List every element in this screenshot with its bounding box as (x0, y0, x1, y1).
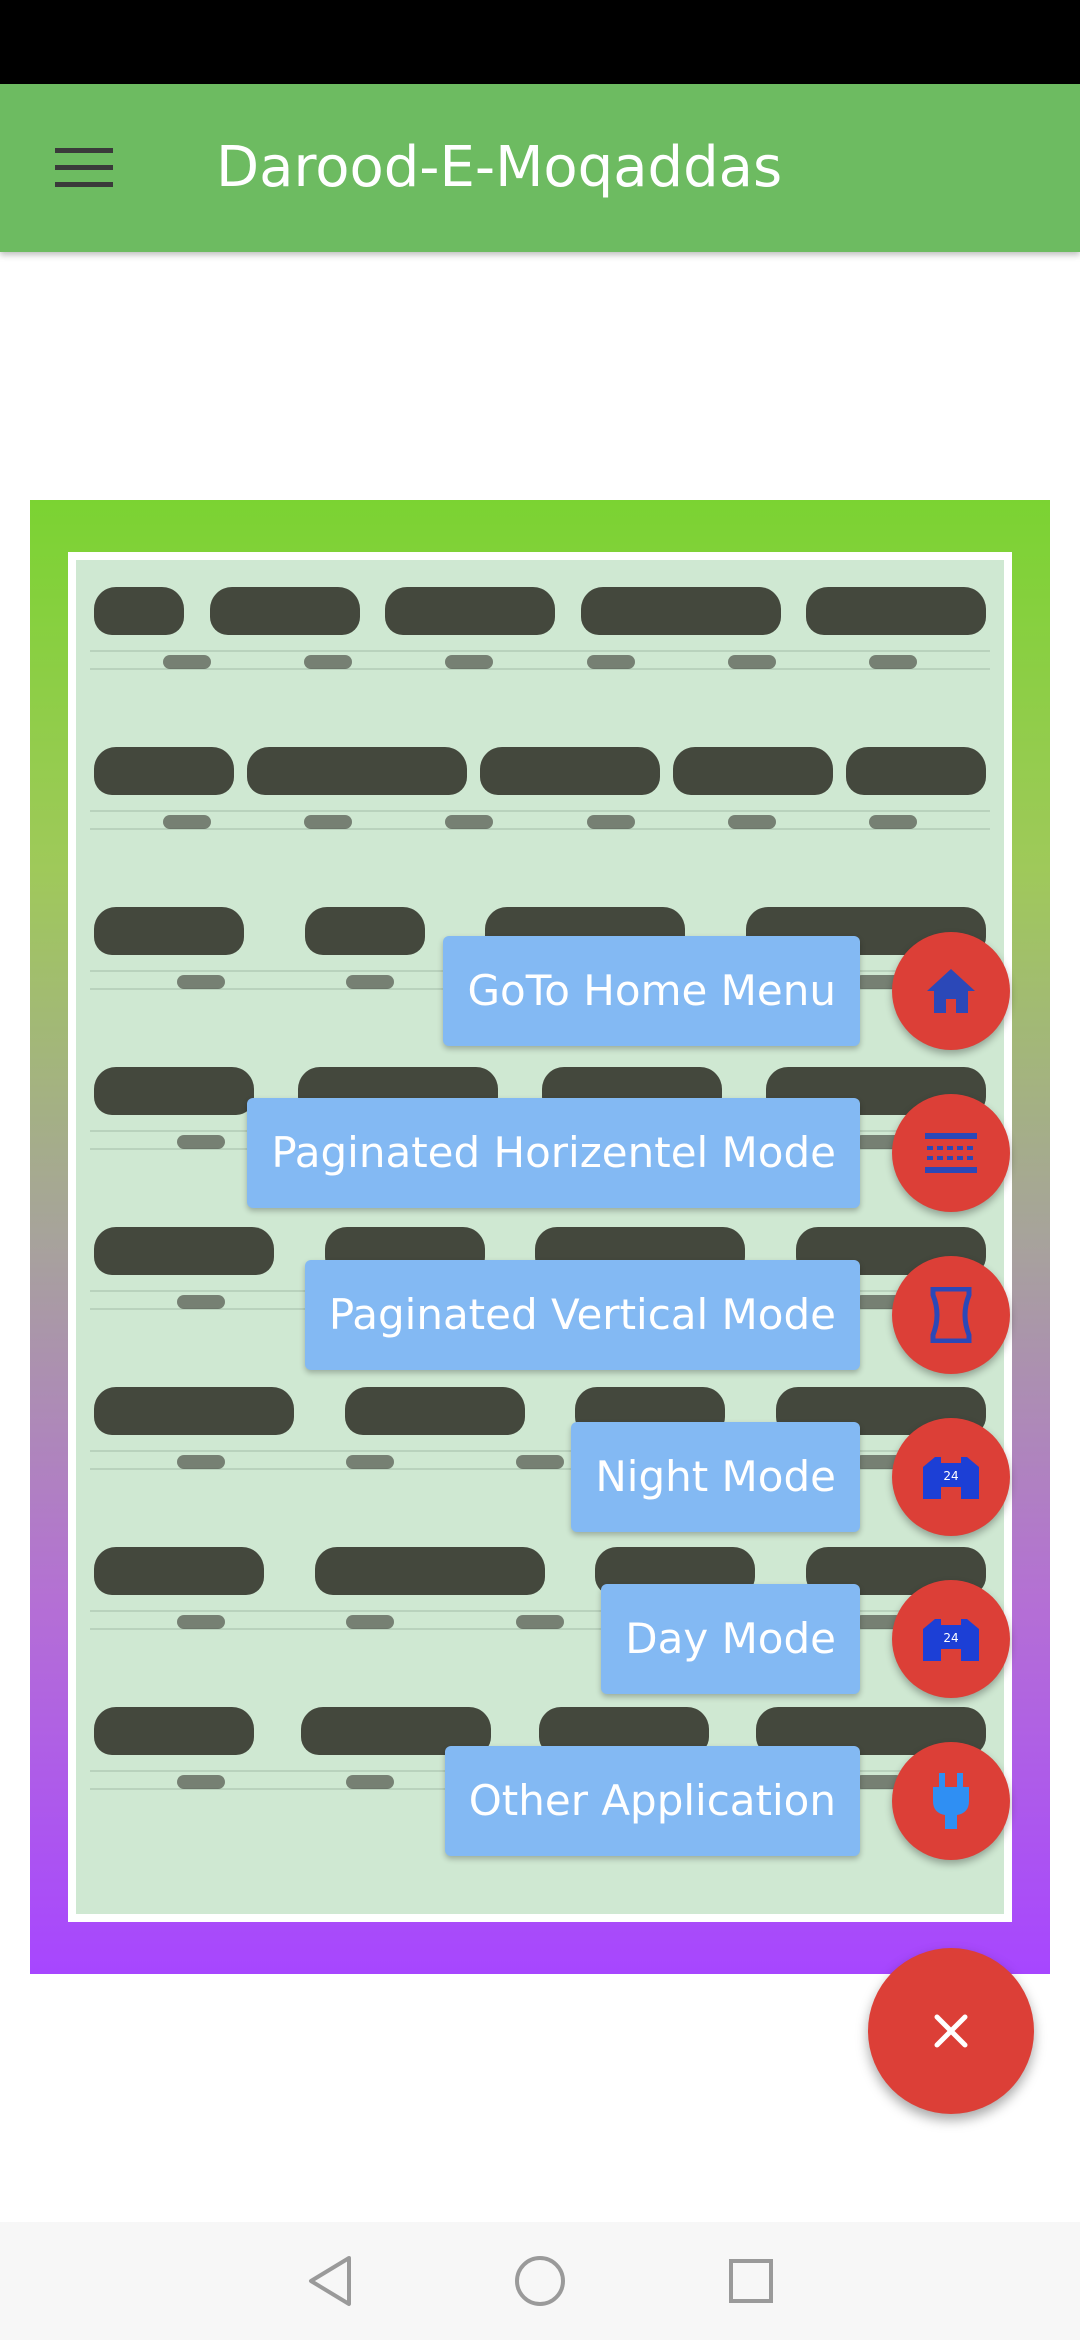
svg-text:24: 24 (943, 1469, 959, 1483)
recents-square-icon[interactable] (727, 2257, 775, 2305)
fab-label-vertical[interactable]: Paginated Vertical Mode (305, 1260, 860, 1370)
system-nav-bar (0, 2222, 1080, 2340)
app-bar (0, 84, 1080, 252)
fab-label-horizontal[interactable]: Paginated Horizentel Mode (247, 1098, 860, 1208)
status-bar (0, 0, 1080, 84)
calligraphy-line (94, 580, 986, 642)
translation-line (116, 812, 964, 832)
night-mode-fab-button[interactable] (892, 1418, 1010, 1536)
other-apps-fab-button[interactable] (892, 1742, 1010, 1860)
plug-icon (929, 1771, 973, 1831)
home-fab-button[interactable] (892, 932, 1010, 1050)
calligraphy-page (76, 560, 1004, 1914)
close-icon (933, 2013, 969, 2049)
back-triangle-icon[interactable] (305, 2254, 353, 2308)
close-fab-button[interactable] (868, 1948, 1034, 2114)
fab-label-day[interactable]: Day Mode (601, 1584, 860, 1694)
app-title: Darood-E-Moqaddas (216, 135, 783, 200)
menu-button[interactable] (30, 132, 138, 204)
vertical-pages-icon (929, 1287, 973, 1343)
fab-label-home[interactable]: GoTo Home Menu (443, 936, 860, 1046)
night-24-icon (921, 1453, 981, 1501)
home-circle-icon[interactable] (513, 2254, 567, 2308)
fab-label-other-apps[interactable]: Other Application (445, 1746, 860, 1856)
calligraphy-line (94, 740, 986, 802)
day-24-icon (921, 1615, 981, 1663)
day-mode-fab-button[interactable] (892, 1580, 1010, 1698)
vertical-mode-fab-button[interactable] (892, 1256, 1010, 1374)
fab-label-night[interactable]: Night Mode (571, 1422, 860, 1532)
hamburger-menu-icon (55, 148, 113, 188)
horizontal-pages-icon (923, 1131, 979, 1175)
horizontal-mode-fab-button[interactable] (892, 1094, 1010, 1212)
page-paper (68, 552, 1012, 1922)
home-icon (925, 967, 977, 1015)
svg-text:24: 24 (943, 1631, 959, 1645)
translation-line (116, 652, 964, 672)
